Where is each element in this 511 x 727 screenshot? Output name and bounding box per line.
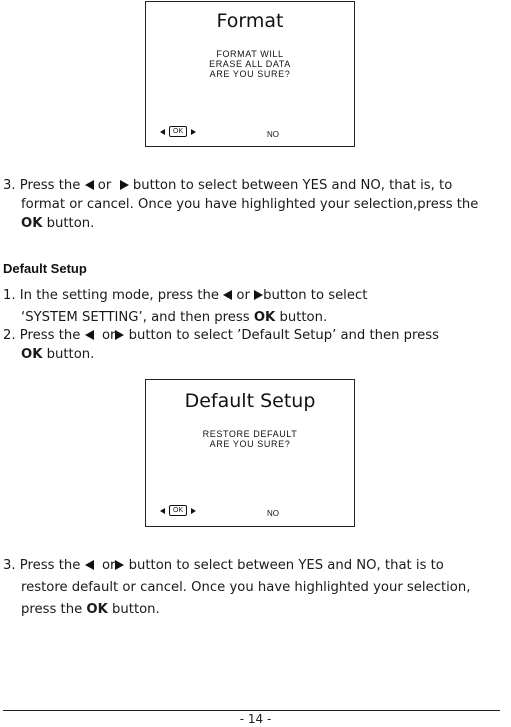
right-arrow-icon xyxy=(191,129,196,135)
step-text: button. xyxy=(46,216,95,231)
right-arrow-icon xyxy=(115,330,124,340)
ok-button-label: OK xyxy=(21,347,43,362)
format-screen-ok-selector xyxy=(160,126,196,137)
right-arrow-icon xyxy=(254,290,263,300)
format-step-3 xyxy=(3,176,478,233)
left-arrow-icon xyxy=(160,508,165,514)
format-screen-illustration xyxy=(145,1,355,147)
format-screen-title: Format xyxy=(216,10,284,32)
step-text: or xyxy=(101,328,116,343)
left-arrow-icon xyxy=(85,180,94,190)
format-screen-line-2: ERASE ALL DATA xyxy=(209,59,291,69)
step-text: button to select xyxy=(263,288,368,303)
step-text: press the xyxy=(21,602,83,617)
default-setup-step-3 xyxy=(3,555,470,621)
default-setup-screen-no-option: NO xyxy=(267,509,279,518)
step-text: button. xyxy=(279,310,328,325)
step-text: or xyxy=(101,558,116,573)
left-arrow-icon xyxy=(85,560,94,570)
ok-button-label: OK xyxy=(86,602,108,617)
left-arrow-icon xyxy=(85,330,94,340)
step-text: button to select between YES and NO, that is to xyxy=(128,558,444,573)
right-arrow-icon xyxy=(120,180,129,190)
step-text-line-2 xyxy=(3,345,439,364)
step-text: button to select between YES and NO, that is, to xyxy=(132,178,453,193)
step-number: 3. xyxy=(3,558,16,573)
default-setup-screen-ok-selector xyxy=(160,505,196,516)
default-setup-step-2 xyxy=(3,326,439,364)
right-arrow-icon xyxy=(115,560,124,570)
ok-key-label: OK xyxy=(169,505,187,516)
left-arrow-icon xyxy=(223,290,232,300)
ok-button-label: OK xyxy=(21,216,43,231)
left-arrow-icon xyxy=(160,129,165,135)
format-screen-line-1: FORMAT WILL xyxy=(216,49,284,59)
step-text: Press the xyxy=(19,558,81,573)
step-text-line-3 xyxy=(3,214,478,233)
step-text: ‘SYSTEM SETTING’, and then press xyxy=(21,310,250,325)
ok-button-label: OK xyxy=(253,310,276,325)
format-screen-line-3: ARE YOU SURE? xyxy=(209,69,291,79)
step-text: In the setting mode, press the xyxy=(19,288,219,303)
default-setup-screen-line-2: ARE YOU SURE? xyxy=(209,439,291,449)
ok-key-label: OK xyxy=(169,126,187,137)
right-arrow-icon xyxy=(191,508,196,514)
step-text: Press the xyxy=(19,178,81,193)
default-setup-heading: Default Setup xyxy=(3,261,87,276)
step-text: button. xyxy=(112,602,160,617)
default-setup-screen-line-1: RESTORE DEFAULT xyxy=(202,429,298,439)
step-text-line-2 xyxy=(3,308,367,327)
step-text-line-3 xyxy=(3,599,470,621)
step-text-line-2: format or cancel. Once you have highlighted your selection,press the xyxy=(21,197,479,212)
page-number: - 14 - xyxy=(239,712,272,726)
step-number: 1. xyxy=(3,288,16,303)
step-number: 3. xyxy=(3,178,16,193)
step-text: Press the xyxy=(19,328,81,343)
step-text-line-2: restore default or cancel. Once you have highlighted your selection, xyxy=(21,580,471,595)
format-screen-message xyxy=(146,49,354,79)
format-screen-no-option: NO xyxy=(267,130,279,139)
step-text: or xyxy=(236,288,250,303)
step-text: button to select ’Default Setup’ and then press xyxy=(128,328,440,343)
step-text: button. xyxy=(46,347,95,362)
default-setup-screen-illustration xyxy=(145,379,355,527)
footer-divider xyxy=(3,710,500,711)
step-number: 2. xyxy=(3,328,16,343)
default-setup-step-1 xyxy=(3,286,367,327)
step-text: or xyxy=(97,178,112,193)
default-setup-screen-message xyxy=(146,429,354,449)
default-setup-screen-title: Default Setup xyxy=(184,390,316,412)
